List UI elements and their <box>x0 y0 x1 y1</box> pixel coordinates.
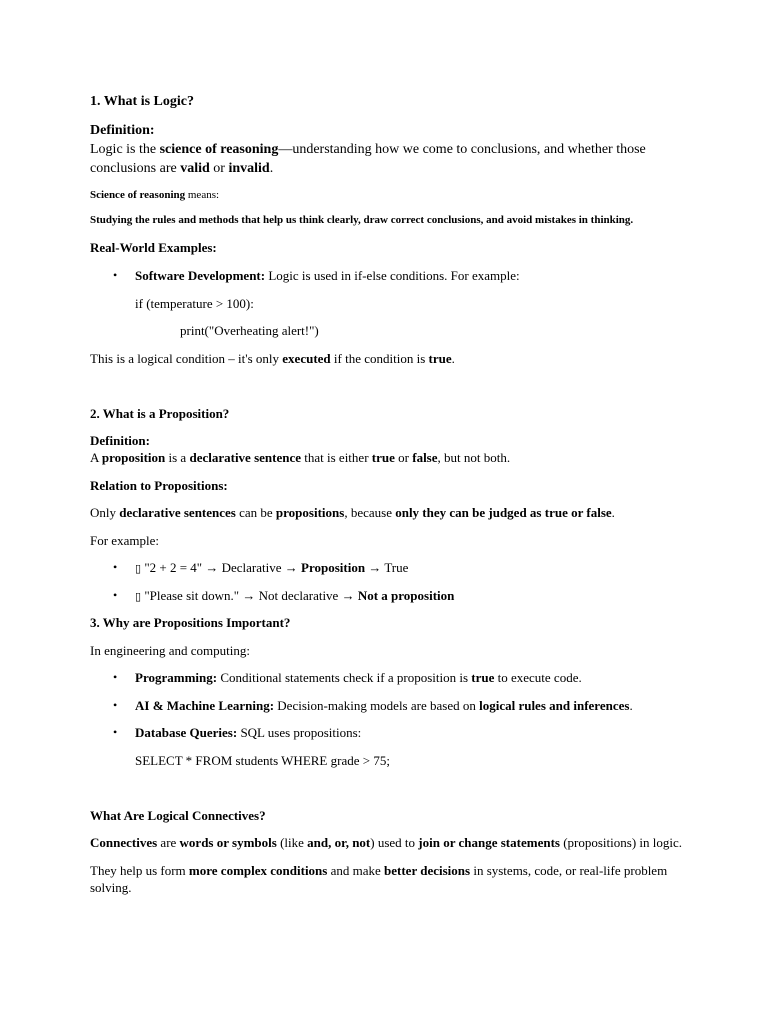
text-run: or <box>209 161 229 176</box>
bold-run: Studying the rules and methods that help us think clearly, draw correct conclusions, and avoid mistakes in thinking. <box>90 214 634 226</box>
bold-run: Not a proposition <box>357 588 455 603</box>
text-run: in systems, code, or real-life problem solving. <box>90 863 668 895</box>
bold-run: AI & Machine Learning: <box>135 698 275 713</box>
heading-text: 3. Why are Propositions Important? <box>90 615 291 630</box>
text-run: Not declarative <box>255 588 342 603</box>
text-run: Logic is the <box>90 142 160 157</box>
bold-run: Database Queries: <box>135 725 238 740</box>
bold-run: true <box>428 351 452 366</box>
database-queries-bullet <box>135 724 725 741</box>
bold-run: join or change statements <box>418 835 560 850</box>
proposition-definition <box>90 449 680 466</box>
logical-condition-line <box>90 350 680 367</box>
text-run: . <box>629 698 633 713</box>
text-run: . <box>451 351 455 366</box>
bold-run: logical rules and inferences <box>479 698 630 713</box>
bold-run: Science of reasoning <box>90 189 186 201</box>
bold-run: executed <box>282 351 331 366</box>
programming-bullet <box>135 669 725 686</box>
studying-line <box>90 213 680 228</box>
text-run: that is either <box>301 450 372 465</box>
definition-label-text: Definition: <box>90 433 150 448</box>
definition-label <box>90 121 680 140</box>
check-box-icon: ▯ <box>135 590 142 603</box>
bold-run: only they can be judged as true or false <box>395 505 612 520</box>
bold-run: true <box>471 670 495 685</box>
definition-label <box>90 432 680 449</box>
bold-run: Programming: <box>135 670 218 685</box>
for-example-line: For example: <box>90 533 159 548</box>
text-run: or <box>394 450 413 465</box>
help-us-line <box>90 862 670 896</box>
text-run: and make <box>327 863 385 878</box>
arrow-right-icon: → <box>368 560 382 575</box>
bold-run: true <box>371 450 395 465</box>
bold-run: propositions <box>275 505 345 520</box>
text-run: means: <box>185 189 220 201</box>
bullet-dot: • <box>113 698 118 712</box>
ai-ml-bullet <box>135 697 725 714</box>
text-run: can be <box>235 505 276 520</box>
heading-text: 2. What is a Proposition? <box>90 406 230 421</box>
text-run: —understanding how we come to conclusions, and whether those conclusions are <box>90 142 646 176</box>
bold-run: false <box>412 450 438 465</box>
relation-line <box>90 504 680 521</box>
text-run: "Please sit down." <box>141 588 243 603</box>
text-run: "2 + 2 = 4" <box>141 560 206 575</box>
text-run: Logic is used in if-else conditions. For example: <box>265 268 520 283</box>
example-not-declarative <box>135 587 725 605</box>
engineering-intro: In engineering and computing: <box>90 643 250 658</box>
bold-run: words or symbols <box>179 835 277 850</box>
text-run: A <box>90 450 102 465</box>
text-run: Conditional statements check if a proposition is <box>217 670 472 685</box>
text-run: , because <box>344 505 396 520</box>
connectives-line <box>90 834 683 851</box>
bold-run: and, or, not <box>307 835 371 850</box>
relation-heading <box>90 477 680 494</box>
arrow-right-icon: → <box>242 588 256 603</box>
text-run: . <box>269 161 274 176</box>
bullet-dot: • <box>113 588 118 602</box>
example-declarative <box>135 559 725 577</box>
text-run: is a <box>165 450 190 465</box>
science-of-reasoning-line <box>90 188 680 203</box>
bold-run: more complex conditions <box>188 863 328 878</box>
bold-run: declarative sentence <box>189 450 302 465</box>
code-line-2: print("Overheating alert!") <box>180 323 319 338</box>
arrow-right-icon: → <box>284 560 298 575</box>
bullet-dot: • <box>113 670 118 684</box>
arrow-right-icon: → <box>341 588 355 603</box>
arrow-right-icon: → <box>205 560 219 575</box>
heading-text: 1. What is Logic? <box>90 94 194 109</box>
bold-run: better decisions <box>384 863 471 878</box>
section-3-heading <box>90 614 680 631</box>
text-run: are <box>157 835 180 850</box>
bullet-dot: • <box>113 560 118 574</box>
section-1-heading <box>90 92 680 111</box>
bold-run: Software Development: <box>135 268 266 283</box>
text-run: if the condition is <box>330 351 429 366</box>
text-run: to execute code. <box>494 670 582 685</box>
text-run: Declarative <box>218 560 285 575</box>
text-run: SQL uses propositions: <box>237 725 362 740</box>
heading-text: What Are Logical Connectives? <box>90 808 266 823</box>
text-run: ) used to <box>370 835 419 850</box>
text-run: Only <box>90 505 120 520</box>
sql-query-line: SELECT * FROM students WHERE grade > 75; <box>135 753 390 768</box>
code-line-1: if (temperature > 100): <box>135 296 254 311</box>
text-run: Decision-making models are based on <box>274 698 480 713</box>
text-run: This is a logical condition – it's only <box>90 351 283 366</box>
logic-definition <box>90 140 650 178</box>
text-run: (like <box>276 835 308 850</box>
bold-run: proposition <box>101 450 166 465</box>
bold-run: invalid <box>228 161 270 176</box>
real-world-examples-heading <box>90 239 680 256</box>
bold-run: Real-World Examples: <box>90 240 217 255</box>
bold-run: Connectives <box>90 835 158 850</box>
check-box-icon: ▯ <box>135 562 142 575</box>
text-run: , but not both. <box>437 450 511 465</box>
bold-run: valid <box>180 161 210 176</box>
bullet-dot: • <box>113 725 118 739</box>
bold-run: declarative sentences <box>119 505 236 520</box>
bullet-dot: • <box>113 268 118 282</box>
software-development-bullet <box>135 267 725 284</box>
bold-run: Proposition <box>301 560 366 575</box>
text-run: . <box>611 505 615 520</box>
section-2-heading <box>90 405 680 422</box>
text-run: They help us form <box>90 863 189 878</box>
definition-label-text: Definition: <box>90 123 155 138</box>
section-4-heading <box>90 807 680 824</box>
bold-run: science of reasoning <box>159 142 279 157</box>
text-run: (propositions) in logic. <box>559 835 683 850</box>
bold-run: Relation to Propositions: <box>90 478 228 493</box>
text-run: True <box>381 560 409 575</box>
